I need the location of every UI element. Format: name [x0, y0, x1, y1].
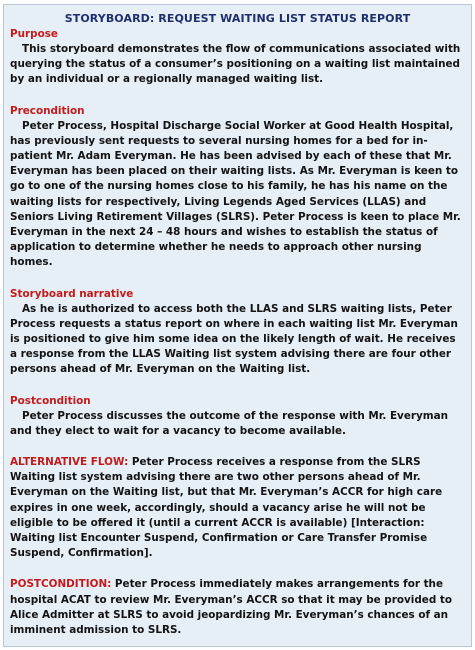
narrative-heading: Storyboard narrative	[10, 287, 134, 300]
precondition-heading: Precondition	[10, 104, 85, 117]
alternative-flow-text: Peter Process receives a response from the SLRS Waiting list system advising there are two other persons ahead of Mr. Everyman on the Waiting list, but that Mr. Everyman’s ACCR for high care expires in one week, accordingly, should a vacancy arise he will not be eligible to be offered it (until a current ACCR is available) [Interaction: Waiting list Encounter Suspend, Confirmation or Care Transfer Promise Suspend, Confirmation].	[10, 456, 443, 560]
narrative-text: As he is authorized to access both the LLAS and SLRS waiting lists, Peter Process requests a status report on where in each waiting list Mr. Everyman is positioned to give him some idea on the likely length of wait. He receives a response from the LLAS Waiting list system advising there are four other persons ahead of Mr. Everyman on the Waiting list.	[10, 302, 458, 376]
alt-postcondition-text: Peter Process immediately makes arrangements for the hospital ACAT to review Mr. Everyman’s ACCR so that it may be provided to Alice Admitter at SLRS to avoid jeopardizing Mr. Everyman’s chances of an imminent admission to SLRS.	[10, 578, 452, 637]
document-title: STORYBOARD: REQUEST WAITING LIST STATUS REPORT	[64, 12, 411, 25]
alt-postcondition-section	[10, 577, 465, 638]
postcondition-section	[10, 394, 465, 439]
alternative-flow-label: ALTERNATIVE FLOW:	[10, 456, 129, 469]
postcondition-heading: Postcondition	[10, 394, 91, 407]
purpose-text: This storyboard demonstrates the flow of communications associated with querying the status of a consumer’s positioning on a waiting list maintained by an individual or a regionally managed waiting list.	[10, 43, 461, 86]
postcondition-text: Peter Process discusses the outcome of the response with Mr. Everyman and they elect to wait for a vacancy to become available.	[10, 409, 448, 437]
alt-postcondition-label: POSTCONDITION:	[10, 578, 112, 591]
alt-postcondition-paragraph	[10, 577, 465, 638]
alternative-flow-paragraph	[10, 455, 465, 561]
precondition-text: Peter Process, Hospital Discharge Social Worker at Good Health Hospital, has previously sent requests to several nursing homes for a bed for in-patient Mr. Adam Everyman. He has been advised by each of these that Mr. Everyman has been placed on their waiting lists. As Mr. Everyman is keen to go to one of the nursing homes close to his family, he has his name on the waiting lists for respectively, Living Legends Aged Services (LLAS) and Seniors Living Retirement Villages (SLRS). Peter Process is keen to place Mr. Everyman in the next 24 – 48 hours and wishes to establish the status of application to determine whether he needs to approach other nursing homes.	[10, 119, 461, 269]
alternative-flow-section	[10, 455, 465, 561]
purpose-heading: Purpose	[10, 28, 58, 40]
narrative-section	[10, 287, 465, 378]
purpose-section	[10, 27, 465, 88]
storyboard-document	[3, 4, 472, 647]
precondition-section	[10, 104, 465, 271]
